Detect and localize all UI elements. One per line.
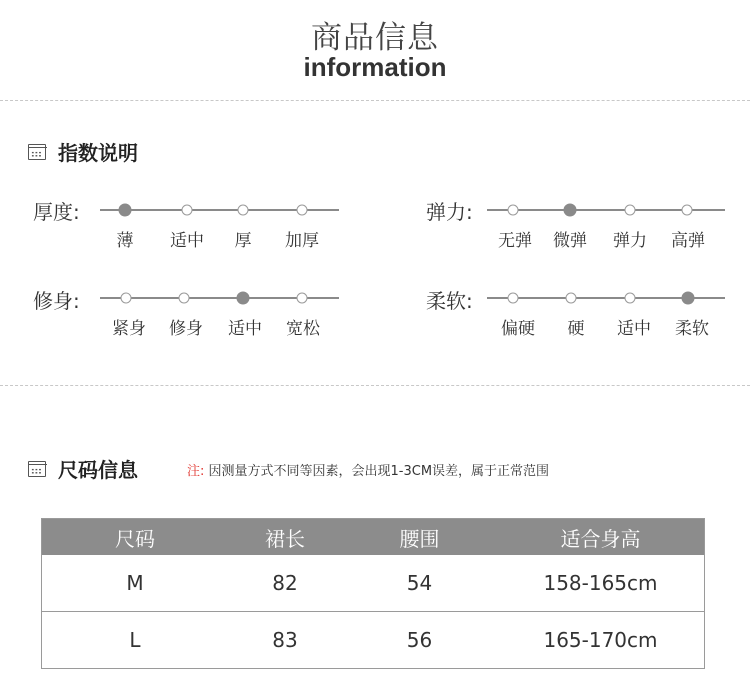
- column-header: 裙长: [228, 519, 342, 555]
- scale-option: 宽松: [286, 319, 320, 339]
- size-section-header: [28, 454, 138, 483]
- scale-dot: [238, 205, 249, 216]
- scale-option: 偏硬: [501, 319, 535, 339]
- calendar-icon: [28, 144, 46, 160]
- table-header-row: [42, 519, 704, 555]
- column-header: 腰围: [342, 519, 497, 555]
- table-cell: 82: [228, 555, 342, 612]
- scale-option: 无弹: [498, 231, 532, 251]
- scale-dot: [508, 205, 519, 216]
- index-section-title: 指数说明: [58, 141, 138, 165]
- size-table: [42, 519, 704, 668]
- table-cell: M: [42, 555, 228, 612]
- table-row: [42, 555, 704, 612]
- table-cell: 54: [342, 555, 497, 612]
- column-header: 尺码: [42, 519, 228, 555]
- scale-dot: [121, 293, 132, 304]
- scale-option: 薄: [116, 231, 134, 251]
- table-cell: 83: [272, 628, 298, 652]
- page-title: 商品信息: [311, 20, 439, 56]
- scale-option: 厚: [234, 231, 252, 251]
- scale-elasticity: [426, 196, 473, 225]
- scale-option: 修身: [169, 319, 203, 339]
- table-cell: 165-170cm: [543, 628, 658, 652]
- scale-option: 硬: [567, 319, 585, 339]
- scale-option: 柔软: [675, 319, 709, 339]
- column-header: 适合身高: [497, 519, 704, 555]
- page-subtitle: information: [303, 52, 447, 82]
- scale-option: 适中: [617, 319, 651, 339]
- size-note: [187, 460, 549, 479]
- scale-label: 修身:: [33, 289, 80, 313]
- scale-dot: [566, 293, 577, 304]
- scale-thickness: [33, 196, 80, 225]
- divider-middle: [0, 385, 750, 386]
- scale-option: 紧身: [112, 319, 146, 339]
- index-section-header: [28, 137, 138, 166]
- scale-option: 微弹: [553, 231, 587, 251]
- scale-softness: [426, 285, 473, 314]
- scale-dot: [182, 205, 193, 216]
- note-prefix: 注:: [187, 464, 205, 479]
- size-table-frame: [41, 518, 705, 669]
- scale-label: 弹力:: [426, 200, 473, 224]
- divider-top: [0, 100, 750, 101]
- scale-dot-selected: [237, 292, 250, 305]
- table-row: [42, 612, 704, 669]
- scale-dot: [682, 205, 693, 216]
- scale-option: 高弹: [671, 231, 705, 251]
- scale-dot-selected: [119, 204, 132, 217]
- scale-option: 加厚: [285, 231, 319, 251]
- scale-dot: [297, 293, 308, 304]
- scale-dot: [625, 205, 636, 216]
- table-cell: 158-165cm: [497, 555, 704, 612]
- calendar-icon: [28, 461, 46, 477]
- scale-label: 厚度:: [33, 200, 80, 224]
- scale-dot: [179, 293, 190, 304]
- scale-dot-selected: [682, 292, 695, 305]
- table-cell: 56: [406, 628, 433, 652]
- scale-dot: [625, 293, 636, 304]
- scale-option: 适中: [228, 319, 262, 339]
- note-text: 因测量方式不同等因素，会出现1-3CM误差，属于正常范围: [208, 464, 550, 479]
- scale-dot: [508, 293, 519, 304]
- scale-option: 适中: [170, 231, 204, 251]
- scale-dot: [297, 205, 308, 216]
- scale-option: 弹力: [613, 231, 647, 251]
- size-section-title: 尺码信息: [58, 458, 138, 482]
- scale-dot-selected: [564, 204, 577, 217]
- scale-fit: [33, 285, 80, 314]
- scale-label: 柔软:: [426, 289, 473, 313]
- table-cell: L: [129, 628, 141, 652]
